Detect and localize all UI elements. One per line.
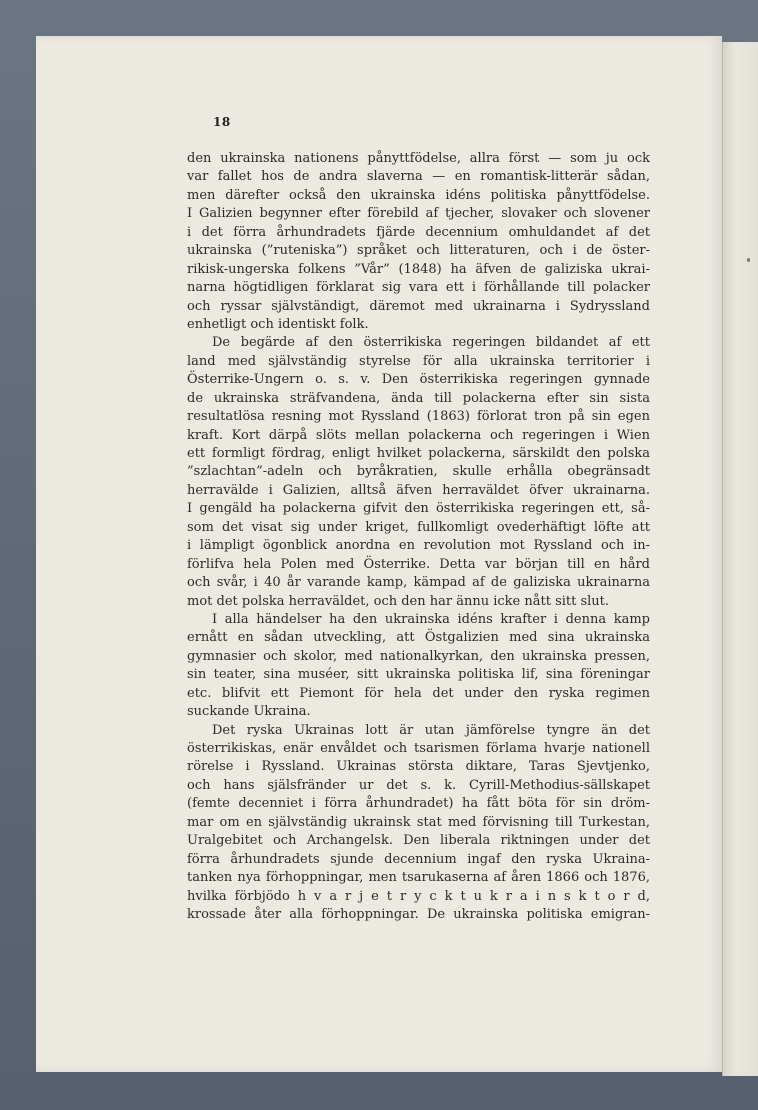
text-line: sin teater, sina muséer, sitt ukrainska politiska lif, sina föreningar [187, 667, 650, 683]
text-line: förlifva hela Polen med Österrike. Detta var början till en hård [187, 556, 650, 572]
text-line: land med självständig styrelse för alla ukrainska territorier i [187, 353, 650, 369]
paper-speck [747, 258, 750, 262]
text-line: ernått en sådan utveckling, att Östgalizien med sina ukrainska [187, 630, 650, 646]
text-line: I alla händelser ha den ukrainska idéns krafter i denna kamp [212, 611, 650, 627]
text-line: var fallet hos de andra slaverna — en romantisk-litterär sådan, [187, 169, 650, 185]
body-text [187, 150, 650, 924]
text-line: rikisk-ungerska folkens ”Vår” (1848) ha äfven de galiziska ukrai- [187, 261, 650, 277]
text-line: och ryssar självständigt, däremot med ukrainarna i Sydryssland [187, 298, 650, 314]
text-line: hvilka förbjödo h v a r j e t r y c k t u k r a i n s k t o r d, [187, 888, 650, 904]
text-line: enhetligt och identiskt folk. [187, 316, 369, 332]
text-line: Det ryska Ukrainas lott är utan jämförelse tyngre än det [212, 722, 650, 738]
text-line: Uralgebitet och Archangelsk. Den liberala riktningen under det [187, 833, 650, 849]
text-line: tanken nya förhoppningar, men tsarukaserna af åren 1866 och 1876, [187, 870, 650, 886]
text-line: suckande Ukraina. [187, 704, 311, 720]
text-line: Österrike-Ungern o. s. v. Den österrikiska regeringen gynnade [187, 372, 650, 388]
text-line: ”szlachtan”-adeln och byråkratien, skulle erhålla obegränsadt [187, 464, 650, 480]
text-line: narna högtidligen förklarat sig vara ett i förhållande till polacker [187, 280, 650, 296]
text-line: I Galizien begynner efter förebild af tjecher, slovaker och slovener [187, 206, 650, 222]
text-line: i lämpligt ögonblick anordna en revolution mot Ryssland och in- [187, 538, 650, 554]
page-number: 18 [213, 115, 231, 129]
text-line: och hans själsfränder ur det s. k. Cyrill-Methodius-sällskapet [187, 777, 650, 793]
text-line: ett formligt fördrag, enligt hvilket polackerna, särskildt den polska [187, 446, 650, 461]
adjacent-page-edge [722, 42, 758, 1076]
text-line: etc. blifvit ett Piemont för hela det under den ryska regimen [187, 685, 650, 701]
text-line: (femte decenniet i förra århundradet) ha fått böta för sin dröm- [187, 796, 650, 812]
text-line: gymnasier och skolor, med nationalkyrkan, den ukrainska pressen, [187, 648, 650, 664]
text-line: krossade åter alla förhoppningar. De ukrainska politiska emigran- [187, 906, 650, 922]
text-line: den ukrainska nationens pånyttfödelse, allra först — som ju ock [187, 151, 650, 166]
text-line: österrikiskas, enär envåldet och tsarismen förlama hvarje nationell [187, 741, 650, 756]
text-line: och svår, i 40 år varande kamp, kämpad af de galiziska ukrainarna [187, 575, 650, 591]
text-line: herravälde i Galizien, alltså äfven herraväldet öfver ukrainarna. [187, 482, 650, 498]
text-line: kraft. Kort därpå slöts mellan polackerna och regeringen i Wien [187, 427, 650, 443]
text-line: resultatlösa resning mot Ryssland (1863) förlorat tron på sin egen [187, 409, 650, 425]
text-line: rörelse i Ryssland. Ukrainas största diktare, Taras Sjevtjenko, [187, 759, 650, 775]
text-line: De begärde af den österrikiska regeringen bildandet af ett [212, 335, 650, 351]
text-line: i det förra århundradets fjärde decennium omhuldandet af det [187, 224, 650, 240]
text-line: som det visat sig under kriget, fullkomligt ovederhäftigt löfte att [187, 519, 650, 535]
text-line: men därefter också den ukrainska idéns politiska pånyttfödelse. [187, 187, 650, 203]
text-line: ukrainska (”ruteniska”) språket och litteraturen, och i de öster- [187, 243, 650, 259]
text-line: mot det polska herraväldet, och den har ännu icke nått sitt slut. [187, 593, 610, 609]
text-line: mar om en självständig ukrainsk stat med förvisning till Turkestan, [187, 814, 650, 830]
text-line: I gengäld ha polackerna gifvit den österrikiska regeringen ett, så- [187, 501, 650, 517]
text-line: de ukrainska sträfvandena, ända till polackerna efter sin sista [187, 390, 650, 406]
text-line: förra århundradets sjunde decennium ingaf den ryska Ukraina- [187, 851, 650, 867]
